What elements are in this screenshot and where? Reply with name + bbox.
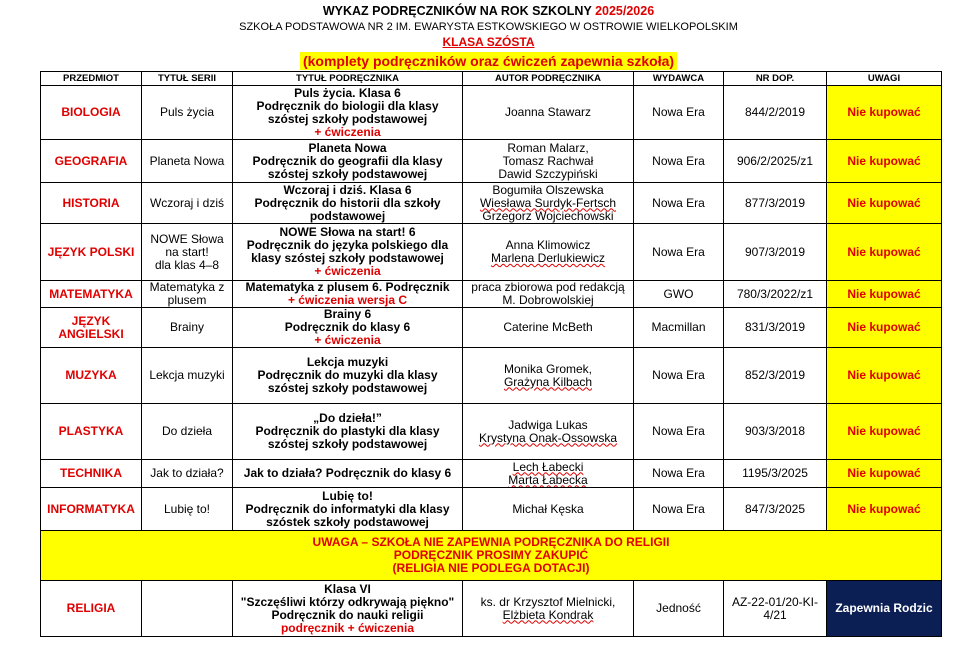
title-cell: Matematyka z plusem 6. Podręcznik + ćwiczenia wersja C [233, 281, 463, 308]
approval-number-cell: 831/3/2019 [724, 308, 827, 348]
approval-number-cell: 844/2/2019 [724, 86, 827, 140]
title-cell: Brainy 6 Podręcznik do klasy 6 + ćwiczenia [233, 308, 463, 348]
subject-cell: JĘZYK ANGIELSKI [41, 308, 142, 348]
table-row [41, 140, 942, 183]
remarks-cell: Nie kupować [827, 183, 942, 224]
remarks-cell: Zapewnia Rodzic [827, 581, 942, 637]
author-cell: ks. dr Krzysztof Mielnicki, Elżbieta Kondrak [463, 581, 634, 637]
title-cell: Lubię to! Podręcznik do informatyki dla klasy szóstek szkoły podstawowej [233, 488, 463, 531]
approval-number-cell: 877/3/2019 [724, 183, 827, 224]
title-cell: Jak to działa? Podręcznik do klasy 6 [233, 460, 463, 488]
author-cell: praca zbiorowa pod redakcją M. Dobrowolskiej [463, 281, 634, 308]
remarks-cell: Nie kupować [827, 140, 942, 183]
publisher-cell: Nowa Era [634, 404, 724, 460]
approval-number-cell: AZ-22-01/20-KI- 4/21 [724, 581, 827, 637]
remarks-cell: Nie kupować [827, 308, 942, 348]
publisher-cell: Nowa Era [634, 140, 724, 183]
table-row [41, 308, 942, 348]
col-header-subject: PRZEDMIOT [41, 72, 142, 86]
subject-cell: JĘZYK POLSKI [41, 224, 142, 281]
table-row [41, 460, 942, 488]
table-row [41, 183, 942, 224]
subject-cell: BIOLOGIA [41, 86, 142, 140]
author-cell: Caterine McBeth [463, 308, 634, 348]
subject-cell: RELIGIA [41, 581, 142, 637]
publisher-cell: Nowa Era [634, 348, 724, 404]
publisher-cell: Nowa Era [634, 224, 724, 281]
title-cell: Wczoraj i dziś. Klasa 6 Podręcznik do historii dla szkoły podstawowej [233, 183, 463, 224]
school-year: 2025/2026 [595, 4, 655, 18]
title-cell: NOWE Słowa na start! 6 Podręcznik do języka polskiego dla klasy szóstej szkoły podstawowej + ćwiczenia [233, 224, 463, 281]
textbook-table [40, 71, 942, 637]
subject-cell: HISTORIA [41, 183, 142, 224]
approval-number-cell: 847/3/2025 [724, 488, 827, 531]
subject-cell: GEOGRAFIA [41, 140, 142, 183]
title-cell: Planeta Nowa Podręcznik do geografii dla klasy szóstej szkoły podstawowej [233, 140, 463, 183]
author-cell: Joanna Stawarz [463, 86, 634, 140]
remarks-cell: Nie kupować [827, 348, 942, 404]
title-text: WYKAZ PODRĘCZNIKÓW NA ROK SZKOLNY [322, 4, 592, 18]
school-name: SZKOŁA PODSTAWOWA NR 2 IM. EWARYSTA ESTKOWSKIEGO W OSTROWIE WIELKOPOLSKIM [239, 21, 738, 33]
author-cell: Bogumiła Olszewska Wiesława Surdyk-Fertsch Grzegorz Wojciechowski [463, 183, 634, 224]
series-cell: Puls życia [142, 86, 233, 140]
approval-number-cell: 907/3/2019 [724, 224, 827, 281]
series-cell: Wczoraj i dziś [142, 183, 233, 224]
author-cell: Lech Łabecki Marta Łabecka [463, 460, 634, 488]
title-extra: podręcznik + ćwiczenia [280, 620, 415, 635]
table-row [41, 86, 942, 140]
col-header-title: TYTUŁ PODRĘCZNIKA [233, 72, 463, 86]
publisher-cell: Nowa Era [634, 86, 724, 140]
subject-cell: MATEMATYKA [41, 281, 142, 308]
publisher-cell: Nowa Era [634, 460, 724, 488]
series-cell: Do dzieła [142, 404, 233, 460]
remarks-cell: Nie kupować [827, 86, 942, 140]
col-header-publisher: WYDAWCA [634, 72, 724, 86]
series-cell: Lekcja muzyki [142, 348, 233, 404]
series-cell [142, 581, 233, 637]
publisher-cell: Macmillan [634, 308, 724, 348]
remarks-cell: Nie kupować [827, 224, 942, 281]
series-cell: Planeta Nowa [142, 140, 233, 183]
series-cell: Lubię to! [142, 488, 233, 531]
title-cell: Puls życia. Klasa 6 Podręcznik do biologii dla klasy szóstej szkoły podstawowej + ćwiczenia [233, 86, 463, 140]
table-row-religion [41, 581, 942, 637]
author-cell: Michał Kęska [463, 488, 634, 531]
table-row [41, 404, 942, 460]
author-cell: Monika Gromek, Grażyna Kilbach [463, 348, 634, 404]
notice-line: (RELIGIA NIE PODLEGA DOTACJI) [392, 561, 590, 575]
title-cell: Klasa VI "Szczęśliwi którzy odkrywają piękno" Podręcznik do nauki religii podręcznik + ćwiczenia [233, 581, 463, 637]
approval-number-cell: 852/3/2019 [724, 348, 827, 404]
remarks-cell: Nie kupować [827, 460, 942, 488]
series-cell: Matematyka z plusem [142, 281, 233, 308]
series-cell: Jak to działa? [142, 460, 233, 488]
author-cell: Anna Klimowicz Marlena Derlukiewicz [463, 224, 634, 281]
approval-number-cell: 906/2/2025/z1 [724, 140, 827, 183]
religion-notice-row [41, 531, 942, 581]
approval-number-cell: 780/3/2022/z1 [724, 281, 827, 308]
col-header-approval-number: NR DOP. [724, 72, 827, 86]
class-label: KLASA SZÓSTA [442, 35, 535, 49]
approval-number-cell: 903/3/2018 [724, 404, 827, 460]
title-cell: Lekcja muzyki Podręcznik do muzyki dla klasy szóstej szkoły podstawowej [233, 348, 463, 404]
subject-cell: MUZYKA [41, 348, 142, 404]
remarks-cell: Nie kupować [827, 281, 942, 308]
publisher-cell: Nowa Era [634, 183, 724, 224]
col-header-author: AUTOR PODRĘCZNIKA [463, 72, 634, 86]
table-body [41, 86, 942, 531]
series-cell: Brainy [142, 308, 233, 348]
table-header-row [41, 72, 942, 86]
col-header-series: TYTUŁ SERII [142, 72, 233, 86]
series-cell: NOWE Słowa na start! dla klas 4–8 [142, 224, 233, 281]
table-row [41, 281, 942, 308]
publisher-cell: GWO [634, 281, 724, 308]
remarks-cell: Nie kupować [827, 488, 942, 531]
col-header-remarks: UWAGI [827, 72, 942, 86]
table-row [41, 348, 942, 404]
subject-cell: PLASTYKA [41, 404, 142, 460]
table-row [41, 224, 942, 281]
approval-number-cell: 1195/3/2025 [724, 460, 827, 488]
title-cell: „Do dzieła!” Podręcznik do plastyki dla klasy szóstej szkoły podstawowej [233, 404, 463, 460]
notice-line: UWAGA – SZKOŁA NIE ZAPEWNIA PODRĘCZNIKA DO RELIGII [312, 535, 670, 549]
subject-cell: INFORMATYKA [41, 488, 142, 531]
author-cell: Jadwiga Lukas Krystyna Onak-Ossowska [463, 404, 634, 460]
publisher-cell: Nowa Era [634, 488, 724, 531]
author-cell: Roman Malarz, Tomasz Rachwał Dawid Szczypiński [463, 140, 634, 183]
supply-note: (komplety podręczników oraz ćwiczeń zapewnia szkoła) [0, 52, 977, 70]
religion-notice [41, 531, 942, 581]
subject-cell: TECHNIKA [41, 460, 142, 488]
table-row [41, 488, 942, 531]
page-title [0, 4, 977, 19]
publisher-cell: Jedność [634, 581, 724, 637]
notice-line: PODRĘCZNIK PROSIMY ZAKUPIĆ [393, 548, 589, 562]
remarks-cell: Nie kupować [827, 404, 942, 460]
